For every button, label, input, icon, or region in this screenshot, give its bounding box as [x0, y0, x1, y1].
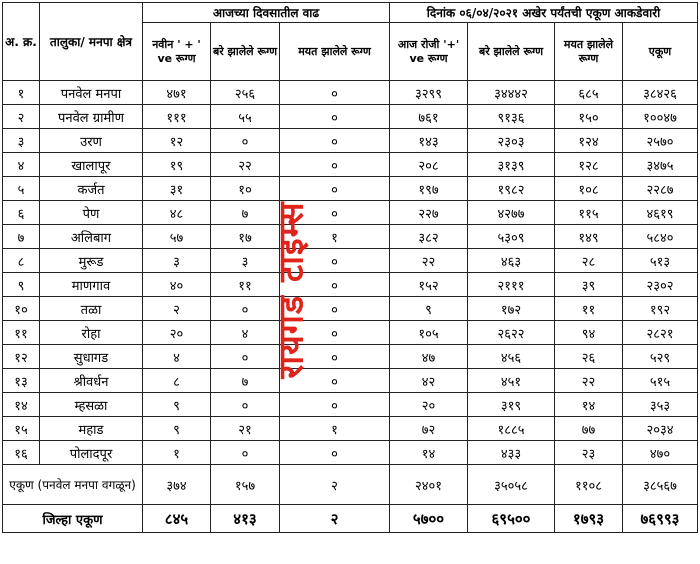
grand-total-recovered: ४१३ [211, 505, 280, 533]
header-group-cumulative: दिनांक ०६/०४/२०२१ अखेर पर्यंतची एकूण आकडेवारी [390, 3, 698, 23]
grand-total-total: ७६९९३ [623, 505, 698, 533]
cell-cum-deaths: ११ [555, 297, 623, 321]
cell-name: श्रीवर्धन [40, 369, 143, 393]
header-cum-deaths: मयत झालेले रूग्ण [555, 23, 623, 81]
cell-recovered: ७ [211, 369, 280, 393]
cell-name: महाड [40, 417, 143, 441]
cell-deaths: १ [280, 417, 390, 441]
cell-cum-deaths: ६८५ [555, 81, 623, 105]
cell-new: ४० [143, 273, 211, 297]
cell-deaths: ० [280, 129, 390, 153]
grand-total-deaths: २ [280, 505, 390, 533]
cell-name: पनवेल ग्रामीण [40, 105, 143, 129]
table-row [3, 153, 698, 177]
cell-new: ९ [143, 417, 211, 441]
cell-cum-recovered: ४३३ [468, 441, 555, 465]
cell-deaths: ० [280, 201, 390, 225]
cell-recovered: ० [211, 393, 280, 417]
cell-deaths: ० [280, 249, 390, 273]
cell-recovered: ४ [211, 321, 280, 345]
cell-cum-deaths: २३ [555, 441, 623, 465]
cell-deaths: ० [280, 81, 390, 105]
cell-name: पनवेल मनपा [40, 81, 143, 105]
cell-new: १ [143, 441, 211, 465]
cell-name: पोलादपूर [40, 441, 143, 465]
header-cum-recovered: बरे झालेले रूग्ण [468, 23, 555, 81]
cell-cum-deaths: १४९ [555, 225, 623, 249]
cell-cum-deaths: १४ [555, 393, 623, 417]
cell-name: मुरूड [40, 249, 143, 273]
cell-recovered: ० [211, 129, 280, 153]
cell-recovered: ११ [211, 273, 280, 297]
cell-new: १२ [143, 129, 211, 153]
cell-sr: ४ [3, 153, 40, 177]
subtotal-row [3, 465, 698, 505]
header-taluka: तालुका/ मनपा क्षेत्र [40, 3, 143, 81]
cell-total: १००४७ [623, 105, 698, 129]
cell-active: १४ [390, 441, 468, 465]
cell-new: ४ [143, 345, 211, 369]
cell-cum-deaths: ३९ [555, 273, 623, 297]
cell-new: ३१ [143, 177, 211, 201]
table-row [3, 393, 698, 417]
cell-deaths: ० [280, 297, 390, 321]
table-row [3, 273, 698, 297]
cell-active: २०८ [390, 153, 468, 177]
cell-cum-recovered: २३०३ [468, 129, 555, 153]
cell-active: ३८२ [390, 225, 468, 249]
cell-cum-deaths: २८ [555, 249, 623, 273]
grand-total-row [3, 505, 698, 533]
table-row [3, 177, 698, 201]
cell-new: १९ [143, 153, 211, 177]
subtotal-recovered: १५७ [211, 465, 280, 505]
table-row [3, 321, 698, 345]
cell-deaths: १ [280, 225, 390, 249]
cell-active: २२७ [390, 201, 468, 225]
cell-cum-recovered: ३४४४२ [468, 81, 555, 105]
grand-total-new: ८४५ [143, 505, 211, 533]
cell-cum-recovered: २१११ [468, 273, 555, 297]
cell-deaths: ० [280, 369, 390, 393]
header-cum-total: एकूण [623, 23, 698, 81]
cell-active: १०५ [390, 321, 468, 345]
cell-cum-deaths: १२८ [555, 153, 623, 177]
cell-cum-deaths: २२ [555, 369, 623, 393]
cell-cum-recovered: ९१३६ [468, 105, 555, 129]
cell-cum-deaths: ७७ [555, 417, 623, 441]
header-today-recovered: बरे झालेले रूग्ण [211, 23, 280, 81]
cell-active: १४३ [390, 129, 468, 153]
cell-total: ५१३ [623, 249, 698, 273]
cell-name: रोहा [40, 321, 143, 345]
cell-active: २० [390, 393, 468, 417]
cell-cum-recovered: ३१९ [468, 393, 555, 417]
table-row [3, 129, 698, 153]
cell-recovered: ० [211, 345, 280, 369]
cell-cum-deaths: ११५ [555, 201, 623, 225]
grand-total-cum-recovered: ६९५०० [468, 505, 555, 533]
subtotal-total: ३८५६७ [623, 465, 698, 505]
cell-name: सुधागड [40, 345, 143, 369]
cell-new: ९ [143, 393, 211, 417]
cell-cum-deaths: १२४ [555, 129, 623, 153]
cell-name: माणगाव [40, 273, 143, 297]
cell-new: ४८ [143, 201, 211, 225]
cell-sr: १४ [3, 393, 40, 417]
cell-new: २ [143, 297, 211, 321]
covid-stats-table [2, 2, 698, 533]
cell-cum-recovered: ४५१ [468, 369, 555, 393]
cell-cum-deaths: १५० [555, 105, 623, 129]
cell-sr: २ [3, 105, 40, 129]
header-group-today: आजच्या दिवसातील वाढ [143, 3, 390, 23]
cell-cum-recovered: ५३०९ [468, 225, 555, 249]
table-row [3, 441, 698, 465]
cell-active: ४७ [390, 345, 468, 369]
cell-sr: १ [3, 81, 40, 105]
cell-active: ९ [390, 297, 468, 321]
cell-name: तळा [40, 297, 143, 321]
table-row [3, 249, 698, 273]
subtotal-label: एकूण (पनवेल मनपा वगळून) [3, 465, 143, 505]
cell-name: उरण [40, 129, 143, 153]
cell-total: ५१५ [623, 369, 698, 393]
cell-sr: १३ [3, 369, 40, 393]
table-row [3, 201, 698, 225]
cell-new: २० [143, 321, 211, 345]
cell-cum-recovered: ४६३ [468, 249, 555, 273]
cell-total: २८२१ [623, 321, 698, 345]
subtotal-cum-recovered: ३५०५८ [468, 465, 555, 505]
table-row [3, 81, 698, 105]
grand-total-cum-deaths: १७९३ [555, 505, 623, 533]
cell-new: ४७१ [143, 81, 211, 105]
cell-recovered: २१ [211, 417, 280, 441]
cell-deaths: ० [280, 273, 390, 297]
cell-active: ३२९९ [390, 81, 468, 105]
cell-deaths: ० [280, 345, 390, 369]
cell-total: ४६१९ [623, 201, 698, 225]
cell-total: ५२९ [623, 345, 698, 369]
subtotal-deaths: २ [280, 465, 390, 505]
cell-deaths: ० [280, 105, 390, 129]
cell-cum-recovered: १७२ [468, 297, 555, 321]
cell-cum-deaths: १०८ [555, 177, 623, 201]
cell-name: खालापूर [40, 153, 143, 177]
cell-cum-recovered: ३१३९ [468, 153, 555, 177]
cell-recovered: ५५ [211, 105, 280, 129]
cell-total: २३०२ [623, 273, 698, 297]
cell-active: ४२ [390, 369, 468, 393]
cell-name: पेण [40, 201, 143, 225]
cell-active: १९७ [390, 177, 468, 201]
cell-cum-recovered: १८८५ [468, 417, 555, 441]
cell-cum-recovered: ४२७७ [468, 201, 555, 225]
cell-cum-deaths: २६ [555, 345, 623, 369]
cell-total: १९२ [623, 297, 698, 321]
cell-recovered: १० [211, 177, 280, 201]
subtotal-new: ३७४ [143, 465, 211, 505]
cell-name: म्हसळा [40, 393, 143, 417]
cell-total: २२८७ [623, 177, 698, 201]
cell-active: १५२ [390, 273, 468, 297]
header-today-new: नवीन ' + ' ve रूग्ण [143, 23, 211, 81]
cell-cum-deaths: ९४ [555, 321, 623, 345]
cell-name: अलिबाग [40, 225, 143, 249]
cell-name: कर्जत [40, 177, 143, 201]
cell-sr: १५ [3, 417, 40, 441]
cell-new: ५७ [143, 225, 211, 249]
cell-sr: ६ [3, 201, 40, 225]
cell-recovered: ० [211, 441, 280, 465]
cell-recovered: २२ [211, 153, 280, 177]
cell-sr: १६ [3, 441, 40, 465]
cell-recovered: ० [211, 297, 280, 321]
cell-cum-recovered: ४५६ [468, 345, 555, 369]
cell-active: ७६१ [390, 105, 468, 129]
grand-total-active: ५७०० [390, 505, 468, 533]
cell-total: ३४७५ [623, 153, 698, 177]
cell-recovered: ७ [211, 201, 280, 225]
cell-total: ५८४० [623, 225, 698, 249]
table-row [3, 297, 698, 321]
header-sr: अ. क्र. [3, 3, 40, 81]
cell-sr: ११ [3, 321, 40, 345]
cell-deaths: ० [280, 321, 390, 345]
cell-sr: १० [3, 297, 40, 321]
cell-recovered: १७ [211, 225, 280, 249]
table-row [3, 369, 698, 393]
cell-sr: ८ [3, 249, 40, 273]
cell-total: ३८४२६ [623, 81, 698, 105]
header-today-deaths: मयत झालेले रूग्ण [280, 23, 390, 81]
header-cum-positive: आज रोजी '+' ve रूग्ण [390, 23, 468, 81]
cell-deaths: ० [280, 393, 390, 417]
grand-total-label: जिल्हा एकूण [3, 505, 143, 533]
table-row [3, 105, 698, 129]
cell-total: ३५३ [623, 393, 698, 417]
cell-active: २२ [390, 249, 468, 273]
cell-recovered: ३ [211, 249, 280, 273]
cell-sr: ३ [3, 129, 40, 153]
cell-deaths: ० [280, 177, 390, 201]
table-row [3, 345, 698, 369]
cell-total: ४७० [623, 441, 698, 465]
cell-recovered: २५६ [211, 81, 280, 105]
table-row [3, 417, 698, 441]
cell-deaths: ० [280, 441, 390, 465]
watermark-text: रायगड टाइम्स [272, 201, 312, 379]
cell-sr: ५ [3, 177, 40, 201]
cell-deaths: ० [280, 153, 390, 177]
cell-active: ७२ [390, 417, 468, 441]
cell-new: ८ [143, 369, 211, 393]
cell-sr: ७ [3, 225, 40, 249]
subtotal-active: २४०१ [390, 465, 468, 505]
cell-sr: १२ [3, 345, 40, 369]
cell-sr: ९ [3, 273, 40, 297]
cell-new: १११ [143, 105, 211, 129]
subtotal-cum-deaths: ११०८ [555, 465, 623, 505]
cell-new: ३ [143, 249, 211, 273]
cell-cum-recovered: १९८२ [468, 177, 555, 201]
table-row [3, 225, 698, 249]
cell-cum-recovered: २६२२ [468, 321, 555, 345]
cell-total: २५७० [623, 129, 698, 153]
cell-total: २०३४ [623, 417, 698, 441]
